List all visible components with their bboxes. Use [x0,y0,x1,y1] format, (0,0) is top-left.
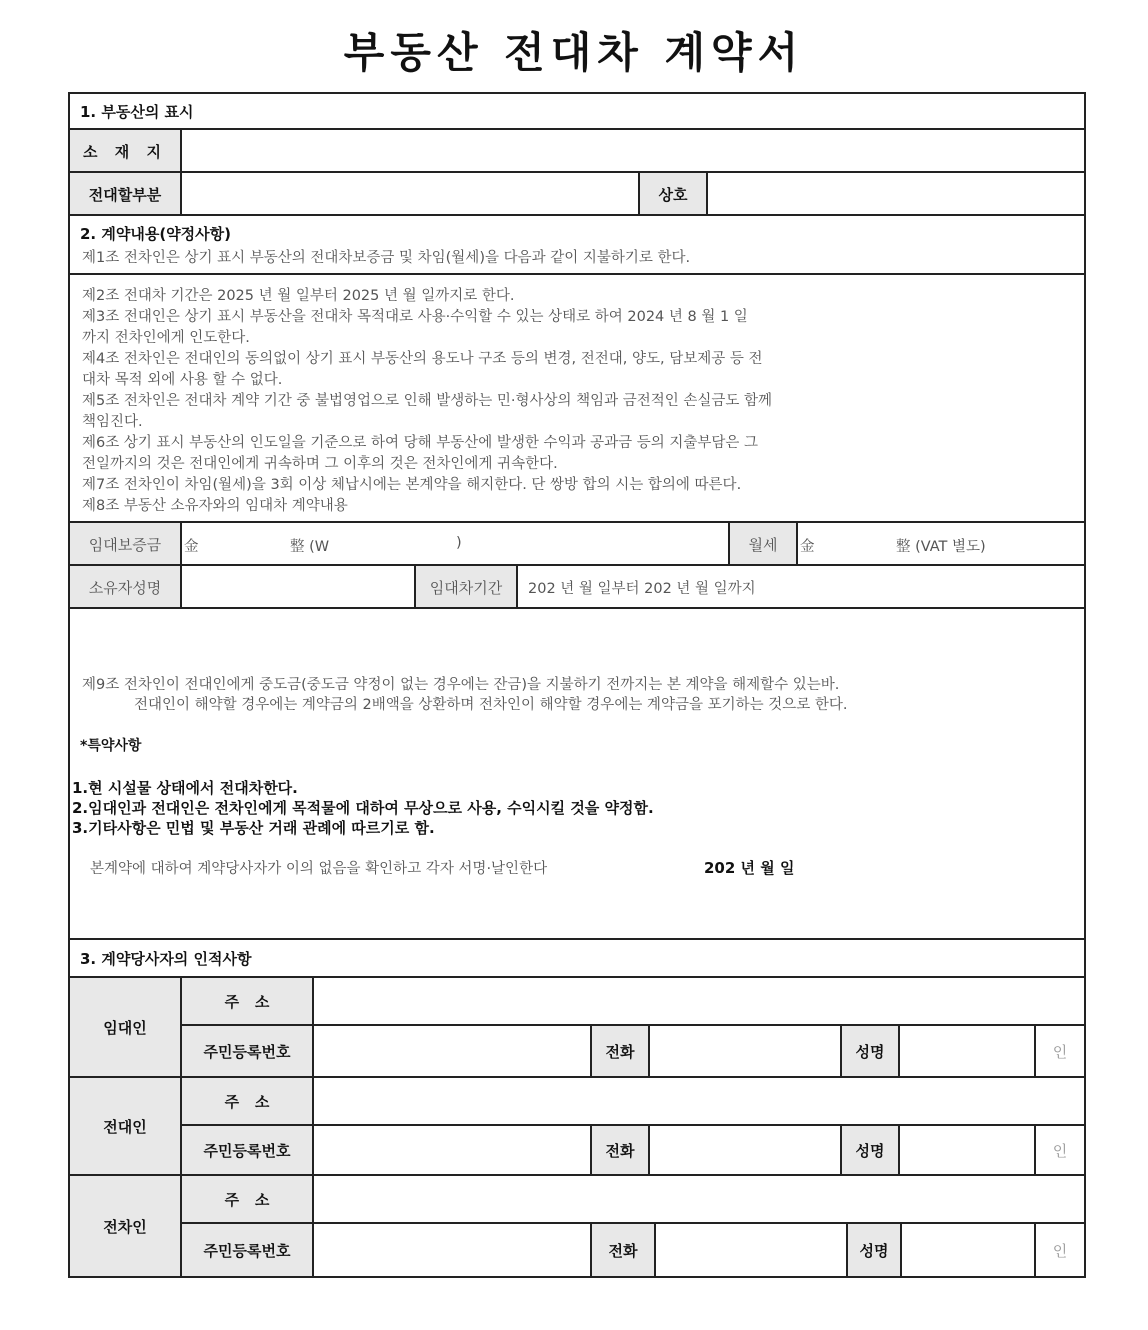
subtenant-phone-label: 전화 [608,1241,638,1260]
article-4-cont: 대차 목적 외에 사용 할 수 없다. [82,372,283,388]
sublessor-phone-label: 전화 [605,1141,635,1160]
sublease-part-label: 전대할부분 [88,185,162,204]
article-4: 제4조 전차인은 전대인의 동의없이 상기 표시 부동산의 용도나 구조 등의 변경, 전전대, 양도, 담보제공 등 전 [82,351,763,367]
sublessor-id-field[interactable] [314,1126,590,1174]
owner-name-label: 소유자성명 [88,578,162,597]
lessor-name-field[interactable] [900,1026,1034,1076]
location-field[interactable] [182,130,1084,172]
article-6: 제6조 상기 표시 부동산의 인도일을 기준으로 하여 당해 부동산에 발생한 수익과 공과금 등의 지출부담은 그 [82,435,759,451]
sublessor-address-label: 주 소 [224,1092,270,1111]
special-terms-header: *특약사항 [80,738,142,754]
subtenant-name-field[interactable] [902,1224,1034,1276]
subtenant-address-label: 주 소 [224,1190,270,1209]
sublessor-phone-field[interactable] [650,1126,840,1174]
article-2: 제2조 전대차 기간은 2025 년 월 일부터 2025 년 월 일까지로 한다. [82,288,515,304]
confirm-date: 202 년 월 일 [704,859,795,877]
lessor-id-label: 주민등록번호 [203,1042,291,1061]
sublessor-seal: 인 [1052,1141,1068,1160]
lessor-id-field[interactable] [314,1026,590,1076]
deposit-close: ) [456,535,462,551]
sublessor-id-label: 주민등록번호 [203,1141,291,1160]
article-3-cont: 까지 전차인에게 인도한다. [82,330,250,346]
document-title: 부동산 전대차 계약서 [343,28,805,77]
lessor-address-field[interactable] [314,978,1084,1024]
location-label: 소 재 지 [83,142,167,161]
subtenant-name-label: 성명 [859,1241,889,1260]
article-6-cont: 전일까지의 것은 전대인에게 귀속하며 그 이후의 것은 전차인에게 귀속한다. [82,456,558,472]
subtenant-seal: 인 [1052,1241,1068,1260]
subtenant-phone-field[interactable] [656,1224,846,1276]
sublease-part-field[interactable] [182,173,638,215]
monthly-rent-label: 월세 [748,535,778,554]
lease-period-label: 임대차기간 [429,578,503,597]
party-subtenant-label: 전차인 [103,1217,147,1236]
sublessor-name-label: 성명 [855,1141,885,1160]
section2-header: 2. 계약내용(약정사항) [80,225,231,243]
lessor-address-label: 주 소 [224,992,270,1011]
sublessor-name-field[interactable] [900,1126,1034,1174]
deposit-won: 整 (W [290,539,330,555]
lessor-name-label: 성명 [855,1042,885,1061]
special-term-2: 2.임대인과 전대인은 전차인에게 목적물에 대하여 무상으로 사용, 수익시킬 것을 약정함. [72,799,654,817]
trade-name-field[interactable] [708,173,1084,215]
sublessor-address-field[interactable] [314,1078,1084,1124]
article-3: 제3조 전대인은 상기 표시 부동산을 전대차 목적대로 사용·수익할 수 있는 상태로 하여 2024 년 8 월 1 일 [82,309,748,325]
article-5: 제5조 전차인은 전대차 계약 기간 중 불법영업으로 인해 발생하는 민·형사상의 책임과 금전적인 손실금도 함께 [82,393,773,409]
lessor-phone-field[interactable] [650,1026,840,1076]
lease-period-value: 202 년 월 일부터 202 년 월 일까지 [528,581,756,597]
party-sublessor-label: 전대인 [103,1117,147,1136]
article-7: 제7조 전차인이 차임(월세)을 3회 이상 체납시에는 본계약을 해지한다. 단 쌍방 합의 시는 합의에 따른다. [82,477,742,493]
lessor-phone-label: 전화 [605,1042,635,1061]
trade-name-label: 상호 [658,185,688,204]
deposit-label: 임대보증금 [88,535,162,554]
monthly-prefix: 金 [800,539,815,555]
monthly-won: 整 (VAT 별도) [896,539,986,555]
subtenant-address-field[interactable] [314,1176,1084,1222]
party-lessor-label: 임대인 [103,1018,147,1037]
article-9-line1: 제9조 전차인이 전대인에게 중도금(중도금 약정이 없는 경우에는 잔금)을 지불하기 전까지는 본 계약을 해제할수 있는바. [82,677,840,693]
article-1: 제1조 전차인은 상기 표시 부동산의 전대차보증금 및 차임(월세)을 다음과 같이 지불하기로 한다. [82,250,691,266]
subtenant-id-field[interactable] [314,1224,590,1276]
article-9-line2: 전대인이 해약할 경우에는 계약금의 2배액을 상환하며 전차인이 해약할 경우에는 계약금을 포기하는 것으로 한다. [134,697,848,713]
special-term-3: 3.기타사항은 민법 및 부동산 거래 관례에 따르기로 함. [72,819,435,837]
subtenant-id-label: 주민등록번호 [203,1241,291,1260]
confirm-text: 본계약에 대하여 계약당사자가 이의 없음을 확인하고 각자 서명·날인한다 [90,861,548,877]
deposit-prefix: 金 [184,539,199,555]
article-5-cont: 책임진다. [82,414,143,430]
owner-name-field[interactable] [182,566,414,608]
section1-header: 1. 부동산의 표시 [80,103,194,121]
lessor-seal: 인 [1052,1042,1068,1061]
section3-header: 3. 계약당사자의 인적사항 [80,950,252,968]
special-term-1: 1.현 시설물 상태에서 전대차한다. [72,779,298,797]
article-8: 제8조 부동산 소유자와의 임대차 계약내용 [82,498,348,514]
